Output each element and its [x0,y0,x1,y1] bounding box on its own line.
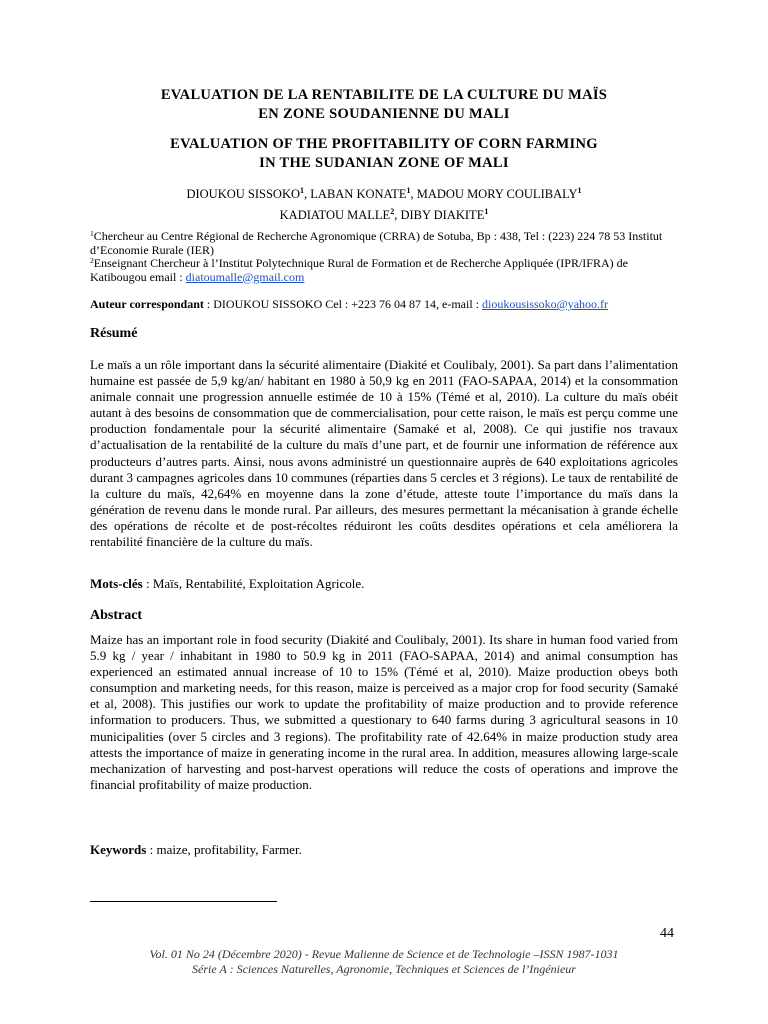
author-name: DIBY DIAKITE [400,208,485,222]
title-english-line2: IN THE SUDANIAN ZONE OF MALI [259,155,509,171]
corresponding-author-text: : DIOUKOU SISSOKO Cel : +223 76 04 87 14, e-mail : [203,297,482,311]
abstract-body: Maize has an important role in food security (Diakité and Coulibaly, 2001). Its share in human food varied from 5.9 kg / year / inhabitant in 1980 to 50.9 kg in 2011 (FAO-SAPAA, 2014) and animal consumption has experienced an estimated annual increase of 10 to 15% (Témé et al, 2010). Maize production obeys both consumption and marketing needs, for this reason, maize is perceived as a major crop for food security (Samaké et al, 2008). This justifies our work to update the profitability of maize production and to provide reference information to producers. Thus, we submitted a questionary to 640 farms during 3 agricultural seasons in 10 municipalities (over 5 circles and 3 regions). The profitability rate of 42.64% in maize production study area attests the importance of maize in generating income in the rural area. In addition, measures allowing large-scale mechanization of harvesting and post-harvest operations will reduce the costs of operations and improve the financial profitability of maize production. [90,632,678,792]
journal-footer-line1: Vol. 01 No 24 (Décembre 2020) - Revue Malienne de Science et de Technologie –ISSN 1987-1031 [149,947,619,961]
affiliation-sup: 2 [90,256,94,265]
corresponding-author-label: Auteur correspondant [90,297,204,311]
title-english-line1: EVALUATION OF THE PROFITABILITY OF CORN FARMING [170,136,598,152]
author-name: DIOUKOU SISSOKO [186,187,301,201]
journal-footer-line2: Série A : Sciences Naturelles, Agronomie, Techniques et Sciences de l’Ingénieur [192,962,576,976]
author-affil-sup: 1 [406,186,411,195]
abstract-heading: Abstract [90,608,143,623]
author-affil-sup: 1 [300,186,305,195]
author-line-1: DIOUKOU SISSOKO$^1$, LABAN KONATE$^1$, MADOU MORY COULIBALY$^1$ [186,186,582,201]
affiliation-text: Chercheur au Centre Régional de Recherche Agronomique (CRRA) de Sotuba, Bp : 438, Tel : (223) 224 78 53 Institut d’Economie Rurale (IER) [90,229,663,257]
title-french-line2: EN ZONE SOUDANIENNE DU MALI [258,106,510,122]
author-name: MADOU MORY COULIBALY [416,187,578,201]
title-english [90,135,678,173]
abstract-keywords [90,842,302,858]
author-line-2: KADIATOU MALLE$^2$, DIBY DIAKITE$^1$ [279,207,489,222]
affiliation-email-link[interactable]: diatoumalle@gmail.com [185,269,305,284]
journal-footer [90,947,678,977]
author-name: LABAN KONATE [310,187,407,201]
corresponding-email-link[interactable]: dioukousissoko@yahoo.fr [482,297,609,311]
page-number: 44 [660,926,674,941]
resume-keywords [90,576,364,592]
title-french-line1: EVALUATION DE LA RENTABILITE DE LA CULTURE DU MAÏS [160,87,608,103]
author-affil-sup: 1 [484,207,489,216]
affiliation-2 [90,254,680,284]
resume-keywords-label: Mots-clés [90,576,143,591]
footnote-divider [90,901,277,902]
title-french [90,86,678,124]
author-affil-sup: 1 [577,186,582,195]
resume-heading: Résumé [90,326,138,341]
affiliation-sup: 1 [90,229,94,238]
abstract-keywords-text: : maize, profitability, Farmer. [146,842,302,857]
author-list [90,182,678,224]
abstract-keywords-label: Keywords [90,842,147,857]
resume-body: Le maïs a un rôle important dans la sécurité alimentaire (Diakité et Coulibaly, 2001). Sa part dans l’alimentation humaine est passée de 5,9 kg/an/ habitant en 1980 à 50,9 kg en 2011 (FAO-SAPAA, 2014) et la consommation animale connait une progression annuelle estimée de 10 à 15% (Témé et al, 2010). La culture du maïs obéit autant à des besoins de consommation que de commercialisation, pour cette raison, le maïs est perçu comme une production fondamentale pour la sécurité alimentaire (Samaké et al, 2008). Ce qui justifie nos travaux d’actualisation de la rentabilité de la culture du maïs d’une part, et de fournir une information de référence aux producteurs d’autres parts. Ainsi, nous avons administré un questionnaire auprès de 640 exploitations agricoles durant 3 campagnes agricoles dans 10 communes (réparties dans 5 cercles et 3 régions). Le taux de rentabilité de la culture du maïs, 42,64% en moyenne dans la zone d’étude, atteste toute l’importance du maïs dans la génération de revenu dans le monde rural. Par ailleurs, des mesures permettant la mécanisation à grande échelle des opérations de récolte et de post-récoltes réduiront les coûts desdites opérations et cela améliorera la rentabilité financière de la culture du maïs. [90,357,678,550]
author-affil-sup: 2 [390,207,395,216]
resume-keywords-text: : Maïs, Rentabilité, Exploitation Agricole. [142,576,365,591]
affiliation-text: Enseignant Chercheur à l’Institut Polytechnique Rural de Formation et de Recherche Appliquée (IPR/IFRA) de Katibougou email : [90,256,628,284]
author-name: KADIATOU MALLE [279,208,391,222]
affiliation-1 [90,227,680,257]
corresponding-author [90,297,680,312]
